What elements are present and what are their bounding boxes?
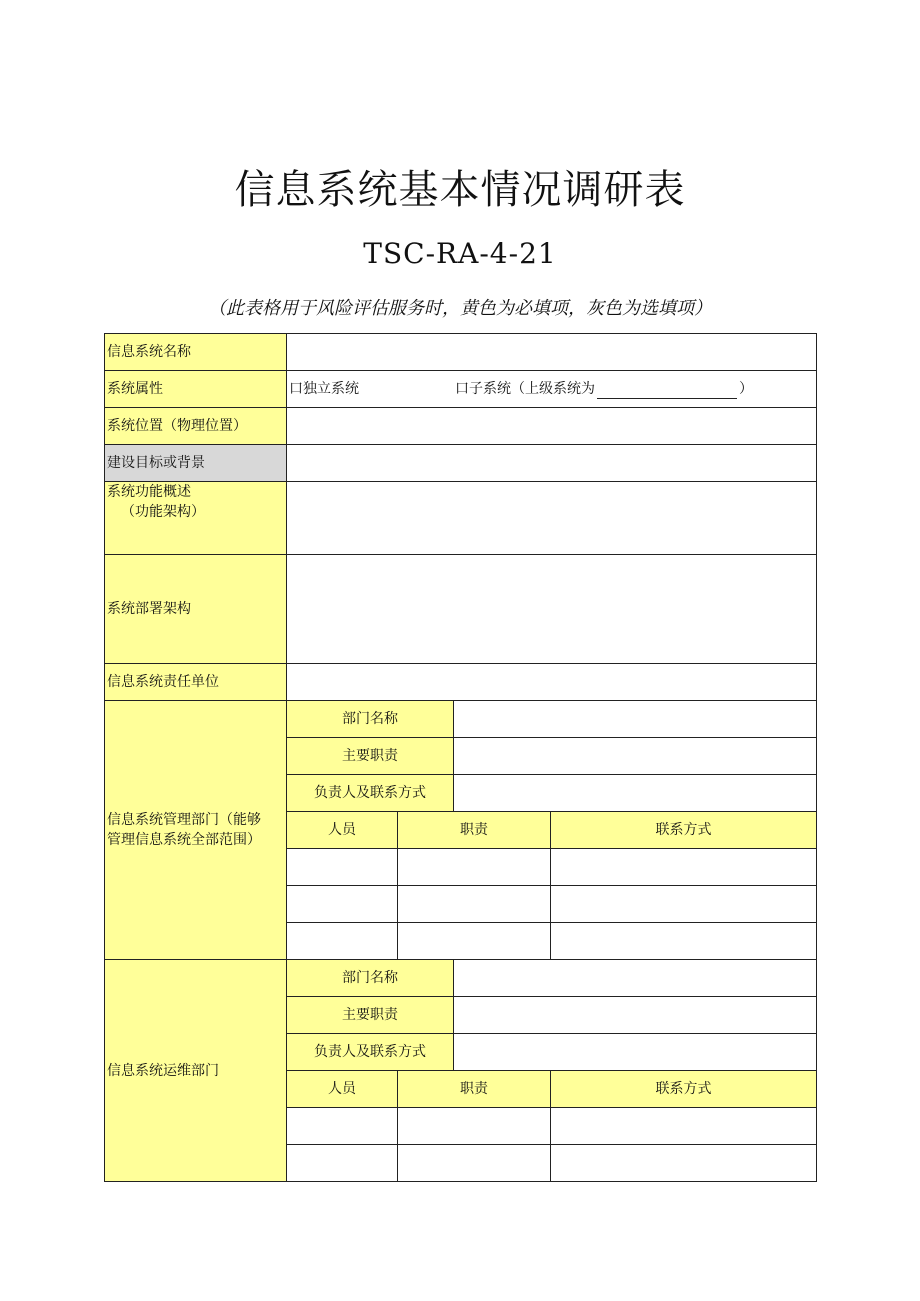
col-mgmt-duty: 职责 xyxy=(398,812,551,849)
form-note: （此表格用于风险评估服务时，黄色为必填项，灰色为选填项） xyxy=(208,298,712,319)
label-ops-dept: 信息系统运维部门 xyxy=(105,960,287,1182)
label-deploy-arch: 系统部署架构 xyxy=(105,555,287,664)
row-deploy-arch xyxy=(105,555,817,664)
field-ops-contact[interactable] xyxy=(454,1034,817,1071)
label-mgmt-dept-line2: 管理信息系统全部范围） xyxy=(107,832,261,848)
label-ops-contact: 负责人及联系方式 xyxy=(287,1034,454,1071)
cell-contact[interactable] xyxy=(551,1145,817,1182)
label-ops-dept-name: 部门名称 xyxy=(287,960,454,997)
label-mgmt-contact: 负责人及联系方式 xyxy=(287,775,454,812)
field-system-location[interactable] xyxy=(287,408,817,445)
cell-duty[interactable] xyxy=(398,923,551,960)
option-subsystem-close: ） xyxy=(739,381,753,397)
label-system-attr: 系统属性 xyxy=(105,371,287,408)
row-system-attr xyxy=(105,371,817,408)
cell-contact[interactable] xyxy=(551,886,817,923)
label-mgmt-dept xyxy=(105,701,287,960)
form-code: TSC-RA-4-21 xyxy=(363,237,557,270)
cell-person[interactable] xyxy=(287,1108,398,1145)
field-mgmt-dept-name[interactable] xyxy=(454,701,817,738)
row-system-name xyxy=(105,334,817,371)
field-ops-dept-name[interactable] xyxy=(454,960,817,997)
row-resp-unit xyxy=(105,664,817,701)
field-function-overview[interactable] xyxy=(287,482,817,555)
col-mgmt-contact: 联系方式 xyxy=(551,812,817,849)
label-mgmt-main-duty: 主要职责 xyxy=(287,738,454,775)
cell-contact[interactable] xyxy=(551,923,817,960)
cell-person[interactable] xyxy=(287,886,398,923)
label-function-overview xyxy=(105,482,287,555)
label-function-overview-line1: 系统功能概述 xyxy=(107,484,191,500)
label-system-name: 信息系统名称 xyxy=(105,334,287,371)
cell-duty[interactable] xyxy=(398,886,551,923)
label-system-location: 系统位置（物理位置） xyxy=(105,408,287,445)
label-ops-main-duty: 主要职责 xyxy=(287,997,454,1034)
cell-duty[interactable] xyxy=(398,1145,551,1182)
cell-duty[interactable] xyxy=(398,849,551,886)
col-ops-person: 人员 xyxy=(287,1071,398,1108)
cell-person[interactable] xyxy=(287,1145,398,1182)
col-ops-duty: 职责 xyxy=(398,1071,551,1108)
field-build-goal[interactable] xyxy=(287,445,817,482)
label-build-goal: 建设目标或背景 xyxy=(105,445,287,482)
label-mgmt-dept-name: 部门名称 xyxy=(287,701,454,738)
cell-person[interactable] xyxy=(287,923,398,960)
field-resp-unit[interactable] xyxy=(287,664,817,701)
parent-system-input[interactable] xyxy=(597,384,737,399)
col-ops-contact: 联系方式 xyxy=(551,1071,817,1108)
row-function-overview xyxy=(105,482,817,555)
cell-contact[interactable] xyxy=(551,849,817,886)
option-subsystem[interactable]: 口子系统（上级系统为 xyxy=(455,381,595,397)
row-ops-dept-name xyxy=(105,960,817,997)
option-standalone-system[interactable]: 口独立系统 xyxy=(289,381,359,397)
survey-table xyxy=(104,333,817,1182)
row-system-location xyxy=(105,408,817,445)
field-system-name[interactable] xyxy=(287,334,817,371)
field-deploy-arch[interactable] xyxy=(287,555,817,664)
row-mgmt-dept-name xyxy=(105,701,817,738)
cell-contact[interactable] xyxy=(551,1108,817,1145)
row-build-goal xyxy=(105,445,817,482)
label-function-overview-line2: （功能架构） xyxy=(121,504,205,520)
field-ops-main-duty[interactable] xyxy=(454,997,817,1034)
field-mgmt-contact[interactable] xyxy=(454,775,817,812)
form-title: 信息系统基本情况调研表 xyxy=(234,167,686,213)
field-mgmt-main-duty[interactable] xyxy=(454,738,817,775)
cell-person[interactable] xyxy=(287,849,398,886)
label-mgmt-dept-line1: 信息系统管理部门（能够 xyxy=(107,812,261,828)
field-system-attr xyxy=(287,371,817,408)
cell-duty[interactable] xyxy=(398,1108,551,1145)
col-mgmt-person: 人员 xyxy=(287,812,398,849)
label-resp-unit: 信息系统责任单位 xyxy=(105,664,287,701)
